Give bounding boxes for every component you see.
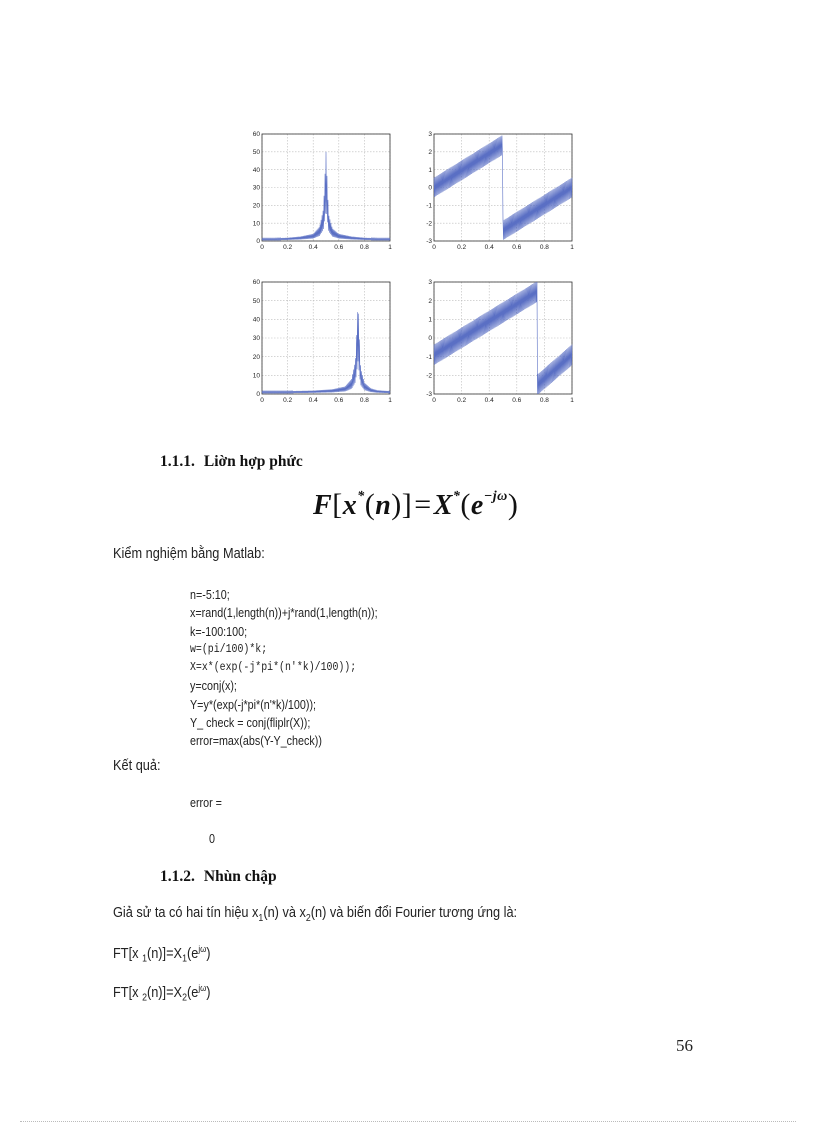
y-tick-label: 10 xyxy=(252,220,260,228)
y-tick-label: 40 xyxy=(252,316,260,324)
eq-paren: ) xyxy=(507,488,519,521)
series-line xyxy=(262,312,390,393)
x-tick-label: 0.4 xyxy=(484,397,494,404)
plot-top-right-phase xyxy=(418,128,578,253)
section-number: 1.1.2. xyxy=(160,868,195,885)
plot-axes xyxy=(253,279,392,404)
ft-sup: jω xyxy=(198,983,207,993)
plot-svg xyxy=(418,128,578,253)
intro-text: (n) và x xyxy=(263,905,306,921)
x-tick-label: 0.6 xyxy=(512,244,522,251)
eq-exponent: −jω xyxy=(483,489,508,504)
y-tick-label: 20 xyxy=(252,202,260,210)
eq-paren: ( xyxy=(460,488,471,521)
y-tick-label: 30 xyxy=(252,184,260,192)
x-tick-label: 0.6 xyxy=(334,397,344,404)
eq-equals: = xyxy=(414,488,432,521)
ft-text: (e xyxy=(186,984,199,1001)
x-tick-label: 0.4 xyxy=(308,397,318,404)
code-line: w=(pi/100)*k; xyxy=(190,642,268,656)
x-tick-label: 0.8 xyxy=(539,244,549,251)
y-tick-label: -2 xyxy=(426,220,432,228)
eq-bracket-left: [ xyxy=(332,488,343,521)
section-number: 1.1.1. xyxy=(160,453,195,470)
ft-text: (n)]=X xyxy=(146,984,183,1001)
x-tick-label: 0.2 xyxy=(283,244,293,251)
section-heading-conjugate xyxy=(160,453,303,471)
x-tick-label: 0 xyxy=(260,244,264,251)
x-tick-label: 0.8 xyxy=(539,397,549,404)
y-tick-label: -3 xyxy=(426,391,432,399)
x-tick-label: 1 xyxy=(388,244,392,251)
page-number: 56 xyxy=(676,1036,693,1055)
y-tick-label: 30 xyxy=(252,335,260,343)
ft-sub: 1 xyxy=(182,953,187,965)
intro-text: Giả sử ta có hai tín hiệu x xyxy=(113,905,259,921)
intro-subscript: 1 xyxy=(258,912,264,924)
y-tick-label: 60 xyxy=(252,279,260,287)
footer-divider xyxy=(20,1121,796,1122)
code-line: error=max(abs(Y-Y_check)) xyxy=(190,734,322,749)
ft-sub: 1 xyxy=(142,953,147,965)
eq-operator: F xyxy=(313,490,333,521)
x-tick-label: 1 xyxy=(388,397,392,404)
x-tick-label: 0.2 xyxy=(457,397,467,404)
y-tick-label: 1 xyxy=(428,166,432,174)
ft-text: ) xyxy=(206,945,211,962)
fourier-transform-x1 xyxy=(113,944,211,965)
y-tick-label: 40 xyxy=(252,166,260,174)
y-tick-label: -2 xyxy=(426,372,432,380)
eq-signal: x xyxy=(342,490,358,521)
ft-text: FT[x xyxy=(113,945,143,962)
y-tick-label: 60 xyxy=(252,131,260,139)
x-tick-label: 0.6 xyxy=(512,397,522,404)
y-tick-label: 10 xyxy=(252,372,260,380)
code-line: k=-100:100; xyxy=(190,624,248,639)
plot-bottom-left-magnitude xyxy=(246,276,396,406)
y-tick-label: 3 xyxy=(428,279,432,287)
eq-paren: ( xyxy=(364,488,376,521)
y-tick-label: 0 xyxy=(256,238,260,246)
code-line: x=rand(1,length(n))+j*rand(1,length(n)); xyxy=(190,606,378,621)
y-tick-label: 50 xyxy=(252,149,260,157)
eq-conjugate-star: * xyxy=(357,489,365,504)
y-tick-label: 2 xyxy=(428,297,432,305)
x-tick-label: 0.8 xyxy=(359,397,369,404)
ft-text: (e xyxy=(186,945,199,962)
plot-bottom-right-phase xyxy=(418,276,578,406)
conjugate-property-equation xyxy=(313,488,519,528)
code-line: n=-5:10; xyxy=(190,588,230,602)
x-tick-label: 0.4 xyxy=(484,244,494,251)
result-label: Kết quả: xyxy=(113,758,161,774)
x-tick-label: 0.8 xyxy=(359,244,369,251)
y-tick-label: 0 xyxy=(428,335,432,343)
x-tick-label: 0 xyxy=(260,397,264,404)
plot-svg xyxy=(246,128,396,253)
intro-text: (n) và biến đổi Fourier tương ứng là: xyxy=(310,905,518,921)
series-line xyxy=(262,152,390,240)
eq-paren: ) xyxy=(391,488,402,521)
section-heading-convolution xyxy=(160,868,277,886)
ft-sub: 2 xyxy=(142,992,147,1004)
eq-exp-base: e xyxy=(470,490,484,521)
intro-subscript: 2 xyxy=(305,912,311,924)
y-tick-label: 3 xyxy=(428,131,432,139)
plot-svg xyxy=(418,276,578,406)
y-tick-label: 0 xyxy=(256,391,260,399)
eq-transform: X xyxy=(433,490,453,521)
result-value: 0 xyxy=(209,832,215,846)
plot-svg xyxy=(246,276,396,406)
y-tick-label: 1 xyxy=(428,316,432,324)
code-line: X=x*(exp(-j*pi*(n'*k)/100)); xyxy=(190,661,357,675)
ft-text: FT[x xyxy=(113,984,143,1001)
eq-conjugate-star: * xyxy=(452,489,461,504)
verify-label: Kiểm nghiệm bằng Matlab: xyxy=(113,546,265,562)
x-tick-label: 0 xyxy=(432,397,436,404)
y-tick-label: -1 xyxy=(426,202,432,210)
y-tick-label: 50 xyxy=(252,297,260,305)
y-tick-label: -3 xyxy=(426,238,432,246)
fourier-transform-x2 xyxy=(113,983,211,1004)
eq-bracket-right: ] xyxy=(401,488,413,521)
x-tick-label: 0.6 xyxy=(334,244,344,251)
ft-sub: 2 xyxy=(182,992,187,1004)
code-line: Y_ check = conj(fliplr(X)); xyxy=(190,716,311,731)
y-tick-label: 2 xyxy=(428,149,432,157)
x-tick-label: 1 xyxy=(570,244,574,251)
code-line: Y=y*(exp(-j*pi*(n'*k)/100)); xyxy=(190,697,317,712)
x-tick-label: 0.4 xyxy=(308,244,318,251)
ft-text: ) xyxy=(206,984,211,1001)
matlab-code-block xyxy=(190,586,378,751)
plot-top-left-magnitude xyxy=(246,128,396,253)
x-tick-label: 0.2 xyxy=(457,244,467,251)
y-tick-label: 20 xyxy=(252,353,260,361)
section-title: Liờn hợp phức xyxy=(203,453,303,470)
ft-sup: jω xyxy=(198,944,207,954)
section-title: Nhùn chập xyxy=(203,868,277,885)
x-tick-label: 1 xyxy=(570,397,574,404)
ft-text: (n)]=X xyxy=(146,945,183,962)
y-tick-label: -1 xyxy=(426,353,432,361)
convolution-intro xyxy=(113,905,517,924)
y-tick-label: 0 xyxy=(428,184,432,192)
plot-axes xyxy=(253,131,392,251)
code-line: y=conj(x); xyxy=(190,679,237,694)
result-variable: error = xyxy=(190,796,222,810)
x-tick-label: 0.2 xyxy=(283,397,293,404)
x-tick-label: 0 xyxy=(432,244,436,251)
eq-index: n xyxy=(375,490,392,521)
